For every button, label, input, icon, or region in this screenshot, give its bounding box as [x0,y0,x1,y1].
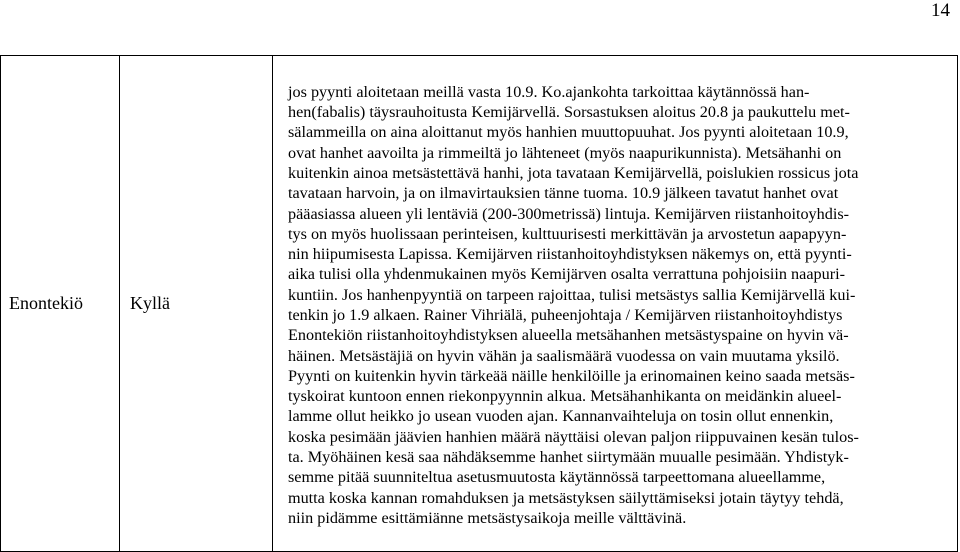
statement-text [288,82,951,529]
statement-line: sälammeilla on aina aloittanut myös hanhien muuttopuuhat. Jos pyynti aloitetaan 10.9, [288,123,849,142]
statement-line: tys on myös huolissaan perinteisen, kulttuurisesti merkittävän ja arvostetun aapapyyn- [288,224,847,243]
statement-line: mutta koska kannan romahduksen ja metsästyksen säilyttämiseksi jotain täytyy tehdä, [288,488,844,507]
statement-line: semme pitää suunniteltua asetusmuutosta käytännössä tarpeettomana alueellamme, [288,468,826,487]
statement-line: kuitenkin ainoa metsästettävä hanhi, jota tavataan Kemijärvellä, poislukien rossicus jota [288,163,859,182]
statement-line: jos pyynti aloitetaan meillä vasta 10.9. Ko.ajankohta tarkoittaa käytännössä han- [288,82,810,101]
statement-line: tyskoirat kuntoon ennen riekonpyynnin alkua. Metsähanhikanta on meidänkin alueel- [288,387,842,406]
page-number: 14 [931,0,950,21]
statement-line: ovat hanhet aavoilta ja rimmeiltä jo lähteneet (myös naapurikunnista). Metsähanhi on [288,143,842,162]
statement-line: nin hiipumisesta Lapissa. Kemijärven riistanhoitoyhdistyksen näkemys on, että pyynti- [288,245,852,264]
statement-line: Enontekiön riistanhoitoyhdistyksen alueella metsähanhen metsästyspaine on hyvin vä- [288,326,849,345]
municipality-cell: Enontekiö [1,56,120,552]
statement-line: tenkin jo 1.9 alkaen. Rainer Vihriälä, puheenjohtaja / Kemijärven riistanhoitoyhdistys [288,306,843,324]
statement-line: niin pidämme esittämiänne metsästysaikoja meille välttävinä. [288,508,687,527]
statement-line: hen(fabalis) täysrauhoitusta Kemijärvellä. Sorsastuksen aloitus 20.8 ja paukuttelu met- [288,103,850,122]
statement-cell [273,56,958,552]
statement-line: kuntiin. Jos hanhenpyyntiä on tarpeen rajoittaa, tulisi metsästys sallia Kemijärvellä kui- [288,285,856,304]
statement-line: häinen. Metsästäjiä on hyvin vähän ja saalismäärä vuodessa on vain muutama yksilö. [288,346,840,365]
statement-line: aika tulisi olla yhdenmukainen myös Kemijärven osalta verrattuna pohjoisiin naapuri- [288,265,845,284]
statement-line: Pyynti on kuitenkin hyvin tärkeää näille henkilöille ja erinomainen keino saada metsäs- [288,366,855,385]
statement-table [0,55,958,552]
answer-cell: Kyllä [120,56,273,552]
statement-line: lamme ollut heikko jo usean vuoden ajan. Kannanvaihteluja on tosin ollut ennenkin, [288,407,834,426]
statement-line: koska pesimään jäävien hanhien määrä näyttäisi olevan paljon riippuvainen kesän tulos- [288,427,859,446]
statement-line: pääasiassa alueen yli lentäviä (200-300metrissä) lintuja. Kemijärven riistanhoitoyhdis- [288,204,850,223]
statement-line: tavataan harvoin, ja on ilmavirtauksien tänne tuoma. 10.9 jälkeen tavatut hanhet ovat [288,184,839,203]
table-row [1,56,958,552]
statement-line: ta. Myöhäinen kesä saa nähdäksemme hanhet siirtymään muualle pesimään. Yhdistyk- [288,448,849,467]
